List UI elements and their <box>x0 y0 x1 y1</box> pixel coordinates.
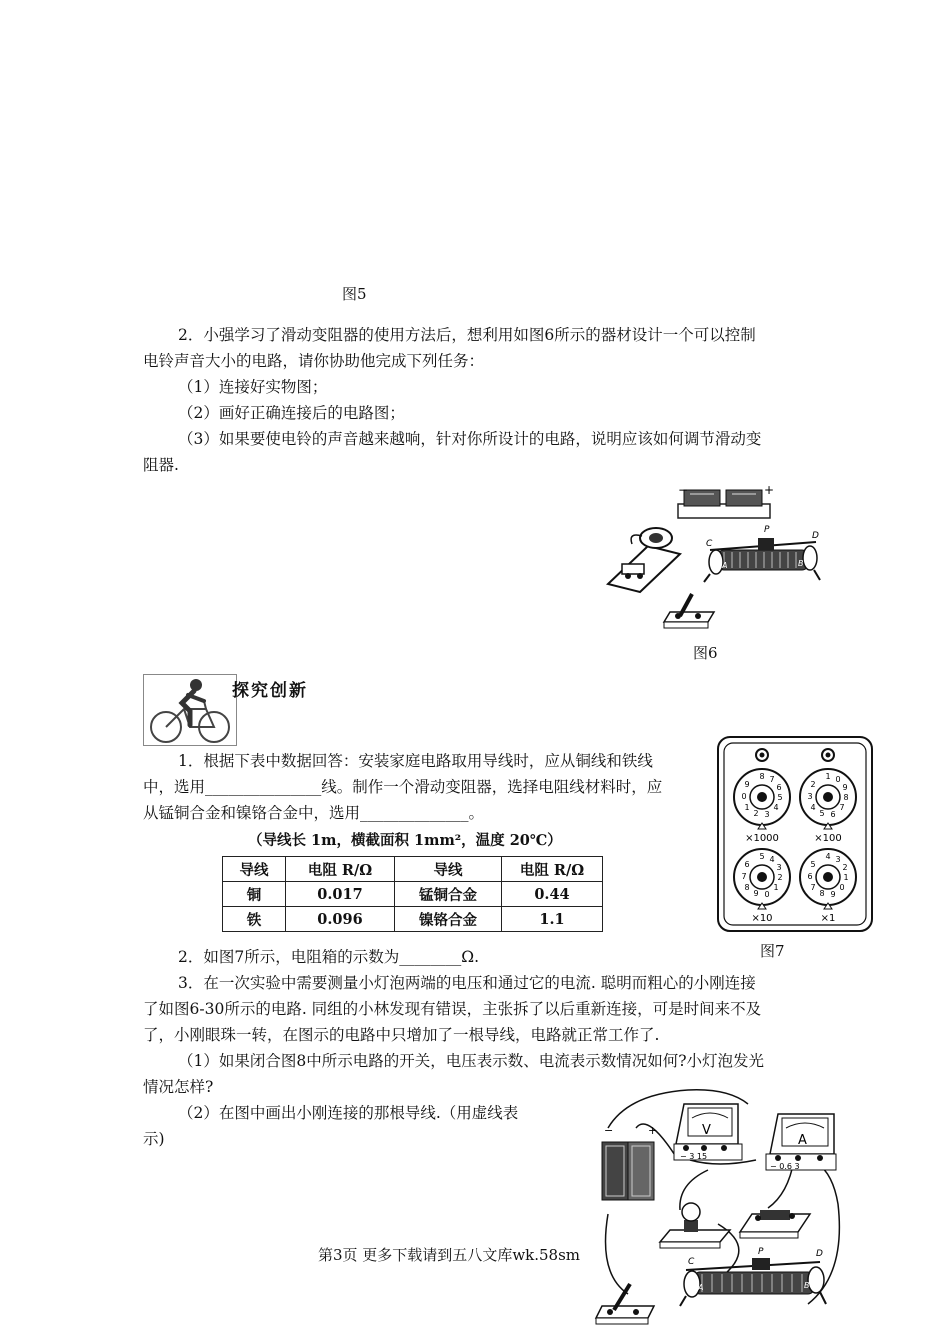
svg-text:0: 0 <box>741 792 747 801</box>
svg-text:4: 4 <box>773 803 779 812</box>
svg-text:8: 8 <box>843 793 849 802</box>
svg-text:6: 6 <box>776 783 782 792</box>
svg-text:5: 5 <box>810 860 816 869</box>
voltmeter <box>674 1104 742 1161</box>
knife-switch <box>664 594 714 628</box>
battery-pos-label: + <box>764 484 775 497</box>
svg-text:3: 3 <box>807 792 813 801</box>
voltmeter-label: V <box>702 1123 711 1138</box>
rheo-c-label: C <box>706 539 713 549</box>
svg-text:8: 8 <box>759 772 765 781</box>
rheo-a-label: A <box>722 561 728 570</box>
svg-text:5: 5 <box>819 809 825 818</box>
svg-text:5: 5 <box>777 793 783 802</box>
electric-bell <box>608 528 680 592</box>
svg-text:3: 3 <box>764 810 770 819</box>
svg-text:1: 1 <box>843 873 849 882</box>
table-row <box>223 882 603 907</box>
svg-text:6: 6 <box>830 810 836 819</box>
svg-text:1: 1 <box>825 772 831 781</box>
voltmeter-terminals: − 3 15 <box>680 1152 708 1161</box>
fig6-label: 图6 <box>693 644 718 662</box>
svg-text:7: 7 <box>769 775 775 784</box>
fig6-apparatus <box>598 484 838 634</box>
q3-line2: 了如图6-30所示的电路. 同组的小林发现有错误，主张拆了以后重新连接，可是时间来不及 <box>143 1000 762 1018</box>
table-header-row <box>223 857 603 882</box>
fig8-circuit <box>588 1084 850 1340</box>
fig8-rheo-a: A <box>698 1283 704 1292</box>
svg-text:0: 0 <box>764 890 770 899</box>
battery-neg-label: − <box>678 484 689 497</box>
fig5-label: 图5 <box>342 285 367 303</box>
slide-rheostat <box>704 525 820 582</box>
svg-text:2: 2 <box>810 780 816 789</box>
svg-text:4: 4 <box>825 852 831 861</box>
table-header: 电阻 R/Ω <box>502 857 603 882</box>
multiplier-1: ×1 <box>820 913 836 924</box>
svg-text:9: 9 <box>744 780 750 789</box>
page-footer: 第3页 更多下载请到五八文库wk.58sm <box>318 1246 581 1264</box>
fig7-label: 图7 <box>760 942 785 960</box>
multiplier-100: ×100 <box>814 833 842 844</box>
table-cell: 镍铬合金 <box>395 907 502 932</box>
fig8-switch <box>740 1210 810 1238</box>
q1-line3: 从锰铜合金和镍铬合金中，选用______________。 <box>143 804 485 822</box>
svg-text:2: 2 <box>842 863 848 872</box>
table-header: 电阻 R/Ω <box>286 857 395 882</box>
q2s1-item3b: 阻器. <box>143 456 179 474</box>
q3-item2a: （2）在图中画出小刚连接的那根导线.（用虚线表 <box>178 1104 519 1122</box>
svg-text:7: 7 <box>839 803 845 812</box>
rheo-b-label: B <box>798 559 804 568</box>
q2s1-line2: 电铃声音大小的电路，请你协助他完成下列任务： <box>143 352 485 370</box>
svg-text:3: 3 <box>776 863 782 872</box>
rheo-d-label: D <box>812 531 819 541</box>
table-caption: （导线长 1m，横截面积 1mm²，温度 20℃） <box>248 832 562 849</box>
svg-text:8: 8 <box>819 889 825 898</box>
svg-text:7: 7 <box>810 883 816 892</box>
explore-heading: 探究创新 <box>232 681 308 701</box>
svg-text:0: 0 <box>835 775 841 784</box>
table-cell: 铁 <box>223 907 286 932</box>
svg-text:4: 4 <box>769 855 775 864</box>
q1-line1: 1．根据下表中数据回答：安装家庭电路取用导线时，应从铜线和铁线 <box>178 752 653 770</box>
svg-text:4: 4 <box>810 803 816 812</box>
svg-text:0: 0 <box>839 883 845 892</box>
svg-text:9: 9 <box>753 889 759 898</box>
q2s1-item2: （2）画好正确连接后的电路图； <box>178 404 405 422</box>
table-header: 导线 <box>395 857 502 882</box>
svg-text:6: 6 <box>807 872 813 881</box>
svg-text:1: 1 <box>773 883 779 892</box>
svg-text:2: 2 <box>753 809 759 818</box>
table-cell: 锰铜合金 <box>395 882 502 907</box>
svg-text:2: 2 <box>777 873 783 882</box>
q3-line1: 3．在一次实验中需要测量小灯泡两端的电压和通过它的电流. 聪明而粗心的小刚连接 <box>178 974 756 992</box>
fig8-rheo-d: D <box>816 1249 823 1259</box>
q3-line3: 了，小刚眼珠一转，在图示的电路中只增加了一根导线，电路就正常工作了. <box>143 1026 660 1044</box>
q2s1-line1: 2．小强学习了滑动变阻器的使用方法后，想利用如图6所示的器材设计一个可以控制 <box>178 326 756 344</box>
table-cell: 0.017 <box>286 882 395 907</box>
svg-text:1: 1 <box>744 803 750 812</box>
table-cell: 0.096 <box>286 907 395 932</box>
svg-text:9: 9 <box>830 890 836 899</box>
svg-text:9: 9 <box>842 783 848 792</box>
q3-item2b: 示) <box>143 1130 165 1148</box>
fig8-rheo-c: C <box>688 1257 695 1267</box>
fig8-knife-switch <box>596 1284 654 1324</box>
multiplier-10: ×10 <box>751 913 773 924</box>
q2-text: 2．如图7所示，电阻箱的示数为________Ω. <box>178 948 480 966</box>
fig7-resistance-box <box>716 735 874 933</box>
multiplier-1000: ×1000 <box>745 833 779 844</box>
q3-item1a: （1）如果闭合图8中所示电路的开关，电压表示数、电流表示数情况如何?小灯泡发光 <box>178 1052 765 1070</box>
svg-text:5: 5 <box>759 852 765 861</box>
q1-line2: 中，选用_______________线。制作一个滑动变阻器，选择电阻线材料时，应 <box>143 778 663 796</box>
table-cell: 0.44 <box>502 882 603 907</box>
svg-text:7: 7 <box>741 872 747 881</box>
ammeter-terminals: − 0.6 3 <box>770 1162 800 1171</box>
fig8-rheo-p: P <box>758 1247 764 1257</box>
svg-text:6: 6 <box>744 860 750 869</box>
q2s1-item1: （1）连接好实物图； <box>178 378 328 396</box>
table-cell: 1.1 <box>502 907 603 932</box>
cyclist-icon <box>143 674 237 746</box>
fig8-bat-pos: + <box>648 1124 658 1137</box>
fig8-rheostat <box>680 1247 826 1306</box>
svg-text:8: 8 <box>744 883 750 892</box>
table-cell: 铜 <box>223 882 286 907</box>
ammeter-label: A <box>798 1133 807 1148</box>
ammeter <box>766 1114 836 1171</box>
battery <box>602 1124 657 1200</box>
q3-item1b: 情况怎样? <box>143 1078 214 1096</box>
svg-text:3: 3 <box>835 855 841 864</box>
q2s1-item3a: （3）如果要使电铃的声音越来越响，针对你所设计的电路，说明应该如何调节滑动变 <box>178 430 762 448</box>
table-row <box>223 907 603 932</box>
table-header: 导线 <box>223 857 286 882</box>
fig8-bat-neg: − <box>604 1124 614 1137</box>
battery-pack <box>678 484 774 518</box>
rheo-p-label: P <box>764 525 770 535</box>
resistance-table <box>222 856 603 932</box>
fig8-rheo-b: B <box>804 1281 810 1290</box>
